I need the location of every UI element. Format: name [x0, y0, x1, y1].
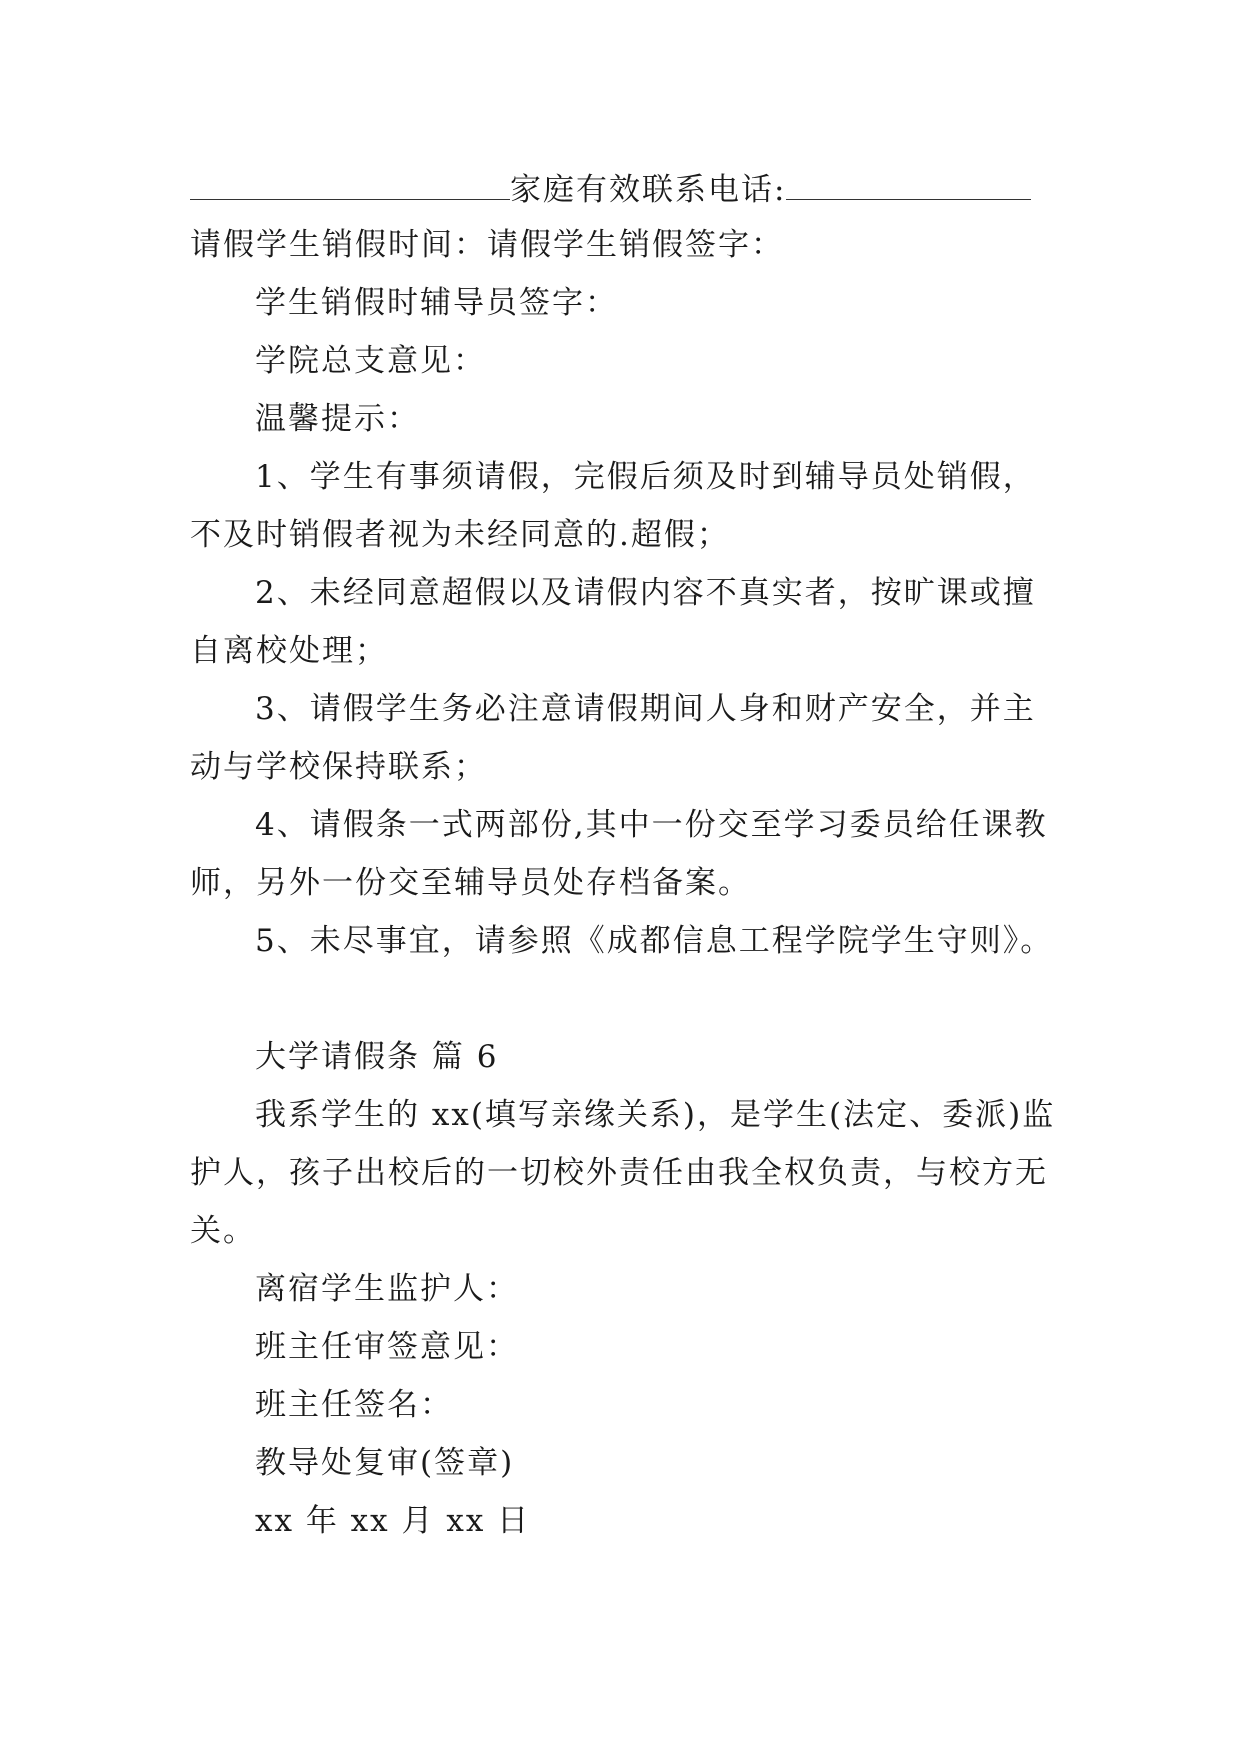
- tip-item-1-line-1: 1、学生有事须请假，完假后须及时到辅导员处销假，: [255, 459, 1036, 495]
- contact-phone-line: [190, 170, 1031, 210]
- cancel-time-label: 请假学生销假时间：: [190, 227, 487, 263]
- leave-cancel-line: [190, 225, 784, 265]
- date-line: xx 年 xx 月 xx 日: [255, 1503, 531, 1539]
- tip-item-5: 5、未尽事宜，请参照《成都信息工程学院学生守则》。: [255, 923, 1054, 959]
- tip-item-4-line-2: 师，另外一份交至辅导员处存档备案。: [190, 865, 751, 901]
- tip-item-2-line-2: 自离校处理；: [190, 633, 388, 669]
- contact-phone-label: 家庭有效联系电话:: [510, 172, 787, 208]
- body-paragraph-line-1: 我系学生的 xx(填写亲缘关系)，是学生(法定、委派)监: [255, 1097, 1056, 1133]
- tips-heading: 温馨提示：: [255, 401, 420, 437]
- blank-field: [786, 171, 1031, 200]
- body-paragraph-line-3: 关。: [190, 1213, 256, 1249]
- teacher-sign-label: 班主任签名：: [255, 1387, 453, 1423]
- tip-item-1-line-2: 不及时销假者视为未经同意的.超假；: [190, 517, 730, 553]
- guardian-label: 离宿学生监护人：: [255, 1271, 519, 1307]
- tip-item-3-line-1: 3、请假学生务必注意请假期间人身和财产安全，并主: [255, 691, 1036, 727]
- body-paragraph-line-2: 护人，孩子出校后的一切校外责任由我全权负责，与校方无: [190, 1155, 1048, 1191]
- section-title: 大学请假条 篇 6: [255, 1039, 499, 1075]
- blank-field: [190, 171, 510, 200]
- branch-opinion-label: 学院总支意见：: [255, 343, 486, 379]
- cancel-signature-label: 请假学生销假签字：: [487, 227, 784, 263]
- office-review-label: 教导处复审(签章): [255, 1445, 515, 1481]
- tip-item-4-line-1: 4、请假条一式两部份,其中一份交至学习委员给任课教: [255, 807, 1048, 843]
- teacher-opinion-label: 班主任审签意见：: [255, 1329, 519, 1365]
- tip-item-3-line-2: 动与学校保持联系；: [190, 749, 487, 785]
- counselor-sign-label: 学生销假时辅导员签字：: [255, 285, 618, 321]
- tip-item-2-line-1: 2、未经同意超假以及请假内容不真实者，按旷课或擅: [255, 575, 1036, 611]
